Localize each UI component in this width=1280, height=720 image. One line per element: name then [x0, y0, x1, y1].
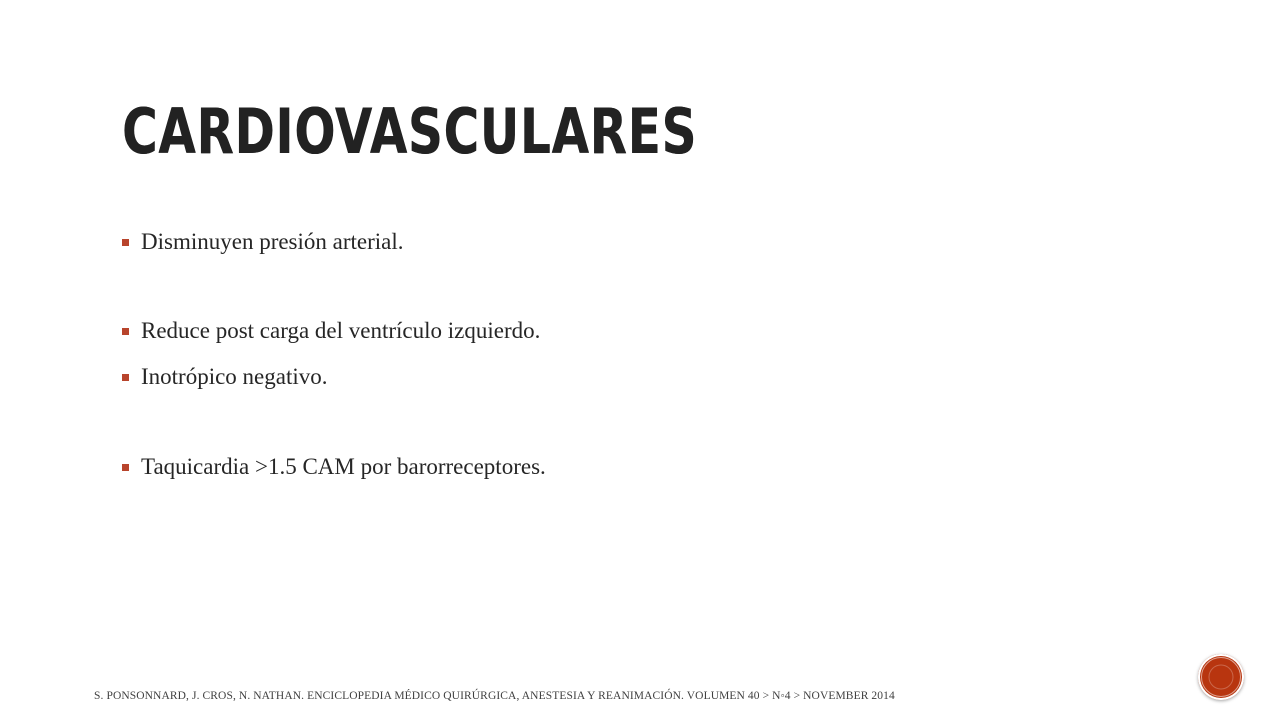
bullet-item: [122, 315, 540, 347]
bullet-item: [122, 361, 328, 393]
bullet-item: [122, 451, 546, 483]
square-bullet-icon: [122, 239, 129, 246]
slide-nav-button[interactable]: [1198, 654, 1244, 700]
square-bullet-icon: [122, 464, 129, 471]
square-bullet-icon: [122, 328, 129, 335]
slide-title: CARDIOVASCULARES: [122, 95, 698, 168]
bullet-text: Reduce post carga del ventrículo izquierdo.: [141, 318, 541, 343]
square-bullet-icon: [122, 374, 129, 381]
bullet-text: Inotrópico negativo.: [141, 364, 328, 389]
circle-nav-button-icon: [1207, 663, 1235, 691]
citation-footer: S. PONSONNARD, J. CROS, N. NATHAN. ENCICLOPEDIA MÉDICO QUIRÚRGICA, ANESTESIA Y REANIMACIÓN. VOLUMEN 40 > N◦4 > NOVEMBER 2014: [94, 690, 895, 702]
bullet-text: Taquicardia >1.5 CAM por barorreceptores.: [141, 454, 546, 479]
bullet-text: Disminuyen presión arterial.: [141, 229, 404, 254]
bullet-item: [122, 226, 404, 258]
